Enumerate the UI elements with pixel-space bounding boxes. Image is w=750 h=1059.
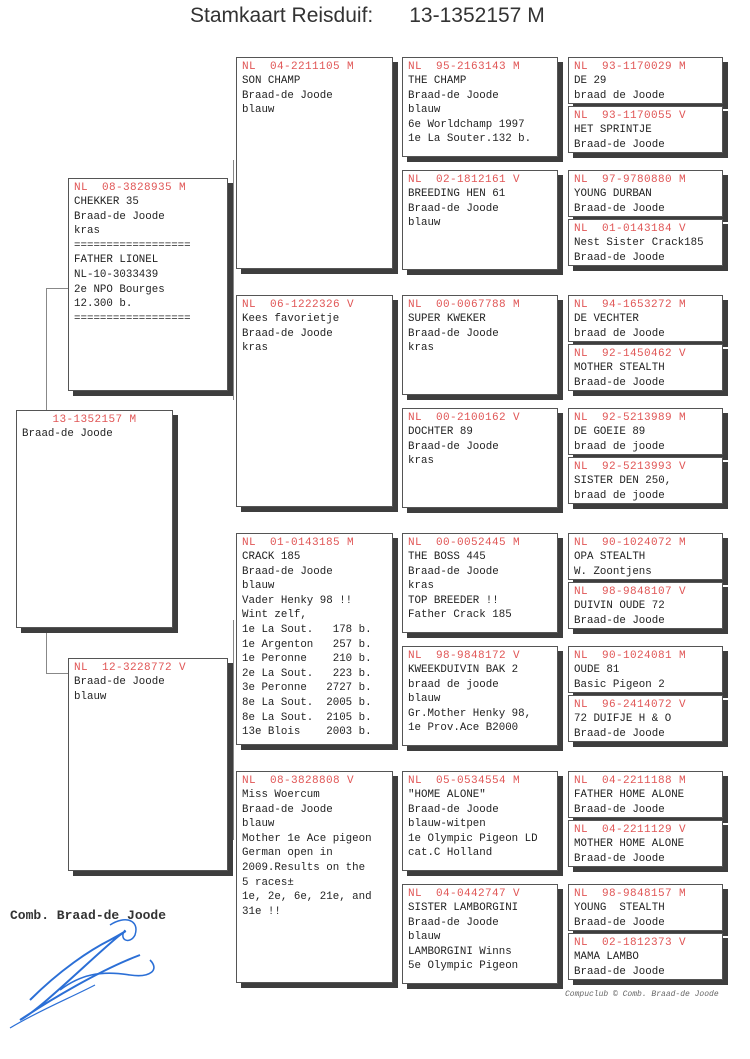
great-grandparent-card (402, 57, 558, 157)
ring-number: NL 01-0143184 V (574, 223, 687, 235)
pigeon-info-line: 2e NPO Bourges (74, 283, 165, 296)
gg-grandparent-card (568, 57, 723, 104)
gg-grandparent-card (568, 771, 723, 818)
ring-number: NL 92-5213993 V (574, 461, 687, 473)
pigeon-info-line: Nest Sister Crack185 (574, 237, 704, 249)
pigeon-info-line: Vader Henky 98 !! (242, 594, 353, 607)
pigeon-info-line: OPA STEALTH (574, 551, 646, 563)
pigeon-info-line: DOCHTER 89 (408, 426, 473, 438)
grandparent-card (236, 771, 393, 983)
pigeon-info-line: blauw (408, 104, 441, 117)
pigeon-info-line: 3e Peronne 2727 b. (242, 682, 372, 695)
pigeon-info-line: Braad-de Joode (574, 916, 665, 929)
pigeon-info-line: 1e Olympic Pigeon LD (408, 832, 538, 845)
pigeon-info-line: blauw-witpen (408, 818, 486, 831)
pigeon-info-line: 72 DUIFJE H & O (574, 713, 672, 725)
pigeon-info-line: W. Zoontjens (574, 565, 652, 578)
ring-number: NL 98-9848107 V (574, 586, 687, 598)
pigeon-info-line: Braad-de Joode (242, 803, 333, 816)
pigeon-info-line: Braad-de Joode (408, 89, 499, 102)
pigeon-info-line: kras (408, 580, 434, 593)
pigeon-info-line: braad de joode (574, 489, 665, 502)
pigeon-info-line: DE VECHTER (574, 313, 639, 325)
pigeon-info-line: 6e Worldchamp 1997 (408, 118, 525, 131)
gg-grandparent-card (568, 295, 723, 342)
pigeon-info-line: Braad-de Joode (574, 727, 665, 740)
pigeon-info-line: blauw (242, 104, 275, 117)
ring-number: NL 00-0067788 M (408, 299, 521, 311)
pigeon-info-line: CRACK 185 (242, 551, 301, 563)
pigeon-info-line: braad de joode (574, 440, 665, 453)
pigeon-info-line: Mother 1e Ace pigeon (242, 832, 372, 845)
pigeon-info-line: SUPER KWEKER (408, 313, 486, 325)
pigeon-info-line: NL-10-3033439 (74, 268, 159, 281)
pigeon-info-line: braad de Joode (574, 89, 665, 102)
great-grandparent-card (402, 884, 558, 984)
great-grandparent-card (402, 771, 558, 871)
pigeon-info-line: Braad-de Joode (74, 676, 165, 688)
gg-grandparent-card (568, 457, 723, 504)
ring-number: NL 00-0052445 M (408, 537, 521, 549)
ring-number: NL 93-1170029 M (574, 61, 687, 73)
handwritten-signature (0, 880, 210, 1030)
ring-number: NL 93-1170055 V (574, 110, 687, 122)
pigeon-info-line: OUDE 81 (574, 664, 620, 676)
gg-grandparent-card (568, 884, 723, 931)
pigeon-info-line: 8e La Sout. 2005 b. (242, 696, 372, 709)
gg-grandparent-card (568, 533, 723, 580)
pigeon-info-line: Kees favorietje (242, 313, 340, 325)
grandparent-card (236, 57, 393, 269)
pigeon-info-line: Wint zelf, (242, 609, 307, 622)
pigeon-info-line: Braad-de Joode (74, 210, 165, 223)
pigeon-info-line: Braad-de Joode (408, 202, 499, 215)
pigeon-info-line: "HOME ALONE" (408, 789, 486, 801)
pigeon-info-line: 1e La Souter.132 b. (408, 133, 532, 146)
ring-number: NL 04-2211105 M (242, 61, 355, 73)
pigeon-info-line: LAMBORGINI Winns (408, 945, 512, 958)
pigeon-info-line: Braad-de Joode (408, 440, 499, 453)
pigeon-info-line: DE 29 (574, 75, 607, 87)
pigeon-info-line: 1e Argenton 257 b. (242, 638, 372, 651)
ring-number: NL 96-2414072 V (574, 699, 687, 711)
great-grandparent-card (402, 646, 558, 746)
parent-card (68, 658, 228, 871)
pigeon-info-line: 2e La Sout. 223 b. (242, 667, 372, 680)
pigeon-info-line: MAMA LAMBO (574, 951, 639, 963)
parent-card (68, 178, 228, 391)
pigeon-info-line: German open in (242, 847, 333, 860)
pigeon-info-line: kras (242, 342, 268, 355)
pigeon-info-line: 1e Prov.Ace B2000 (408, 722, 519, 735)
pigeon-info-line: Braad-de Joode (574, 803, 665, 816)
pigeon-info-line: SISTER LAMBORGINI (408, 902, 519, 914)
pigeon-info-line: Braad-de Joode (574, 251, 665, 264)
pigeon-info-line: ================== (74, 239, 191, 252)
pigeon-info-line: THE BOSS 445 (408, 551, 486, 563)
gg-grandparent-card (568, 933, 723, 980)
gg-grandparent-card (568, 695, 723, 742)
ring-number: NL 06-1222326 V (242, 299, 355, 311)
great-grandparent-card (402, 295, 558, 395)
pigeon-info-line: YOUNG STEALTH (574, 902, 665, 914)
gg-grandparent-card (568, 344, 723, 391)
ring-number: NL 04-2211129 V (574, 824, 687, 836)
gg-grandparent-card (568, 408, 723, 455)
pigeon-info-line: SON CHAMP (242, 75, 301, 87)
ring-number: NL 00-2100162 V (408, 412, 521, 424)
pigeon-info-line: Braad-de Joode (408, 327, 499, 340)
title-ring-number: 13-1352157 M (409, 4, 545, 27)
footer-credit: Compuclub © Comb. Braad-de Joode (565, 990, 719, 999)
pigeon-info-line: KWEEKDUIVIN BAK 2 (408, 664, 519, 676)
pigeon-info-line: braad de Joode (574, 327, 665, 340)
pigeon-info-line: MOTHER STEALTH (574, 362, 665, 374)
ring-number: NL 92-1450462 V (574, 348, 687, 360)
pigeon-info-line: Gr.Mother Henky 98, (408, 707, 532, 720)
pigeon-info-line: Braad-de Joode (574, 202, 665, 215)
pigeon-info-line: 31e !! (242, 905, 281, 918)
ring-number: NL 08-3828808 V (242, 775, 355, 787)
gg-grandparent-card (568, 170, 723, 217)
pigeon-info-line: 5 races± (242, 876, 294, 889)
ring-number: NL 90-1024081 M (574, 650, 687, 662)
pigeon-info-line: THE CHAMP (408, 75, 467, 87)
pigeon-info-line: DUIVIN OUDE 72 (574, 600, 665, 612)
ring-number: NL 02-1812161 V (408, 174, 521, 186)
ring-number: 13-1352157 M (52, 414, 137, 426)
pigeon-info-line: Father Crack 185 (408, 609, 512, 622)
pigeon-info-line: Basic Pigeon 2 (574, 678, 665, 691)
ring-number: NL 02-1812373 V (574, 937, 687, 949)
great-grandparent-card (402, 408, 558, 508)
ring-number: NL 98-9848157 M (574, 888, 687, 900)
pigeon-info-line: Braad-de Joode (574, 376, 665, 389)
pigeon-info-line: Braad-de Joode (574, 138, 665, 151)
grandparent-card (236, 295, 393, 507)
pigeon-info-line: ================== (74, 312, 191, 325)
ring-number: NL 04-2211188 M (574, 775, 687, 787)
pigeon-info-line: FATHER HOME ALONE (574, 789, 685, 801)
pigeon-info-line: cat.C Holland (408, 847, 493, 860)
pigeon-info-line: Braad-de Joode (22, 428, 113, 440)
gg-grandparent-card (568, 106, 723, 153)
pigeon-info-line: Braad-de Joode (408, 565, 499, 578)
pigeon-info-line: Braad-de Joode (574, 852, 665, 865)
gg-grandparent-card (568, 646, 723, 693)
pigeon-info-line: Braad-de Joode (408, 916, 499, 929)
pigeon-info-line: FATHER LIONEL (74, 254, 159, 267)
pigeon-info-line: 5e Olympic Pigeon (408, 960, 519, 973)
ring-number: NL 05-0534554 M (408, 775, 521, 787)
great-grandparent-card (402, 170, 558, 270)
pigeon-info-line: DE GOEIE 89 (574, 426, 646, 438)
ring-number: NL 08-3828935 M (74, 182, 187, 194)
pigeon-info-line: blauw (74, 690, 107, 703)
pigeon-info-line: blauw (408, 217, 441, 230)
pigeon-info-line: Braad-de Joode (242, 565, 333, 578)
pigeon-info-line: 12.300 b. (74, 298, 133, 311)
ring-number: NL 90-1024072 M (574, 537, 687, 549)
pigeon-info-line: MOTHER HOME ALONE (574, 838, 685, 850)
title-label: Stamkaart Reisduif: (190, 4, 374, 27)
gg-grandparent-card (568, 582, 723, 629)
ring-number: NL 95-2163143 M (408, 61, 521, 73)
signature-stamp: Comb. Braad-de Joode (10, 908, 167, 923)
pigeon-info-line: 13e Blois 2003 b. (242, 726, 372, 739)
ring-number: NL 94-1653272 M (574, 299, 687, 311)
ring-number: NL 97-9780880 M (574, 174, 687, 186)
pigeon-info-line: 2009.Results on the (242, 861, 366, 874)
pigeon-info-line: blauw (242, 818, 275, 831)
great-grandparent-card (402, 533, 558, 633)
ring-number: NL 98-9848172 V (408, 650, 521, 662)
subject-card (16, 410, 173, 628)
page-title (190, 4, 610, 34)
grandparent-card (236, 533, 393, 745)
pigeon-info-line: braad de joode (408, 678, 499, 691)
pigeon-info-line: 1e La Sout. 178 b. (242, 623, 372, 636)
gg-grandparent-card (568, 820, 723, 867)
pigeon-info-line: BREEDING HEN 61 (408, 188, 506, 200)
pigeon-info-line: blauw (408, 693, 441, 706)
pigeon-info-line: blauw (408, 931, 441, 944)
ring-number: NL 92-5213989 M (574, 412, 687, 424)
gg-grandparent-card (568, 219, 723, 266)
pigeon-info-line: Miss Woercum (242, 789, 320, 801)
pigeon-info-line: blauw (242, 580, 275, 593)
pigeon-info-line: kras (408, 342, 434, 355)
ring-number: NL 01-0143185 M (242, 537, 355, 549)
pigeon-info-line: Braad-de Joode (574, 614, 665, 627)
pigeon-info-line: SISTER DEN 250, (574, 475, 672, 487)
pigeon-info-line: HET SPRINTJE (574, 124, 652, 136)
ring-number: NL 04-0442747 V (408, 888, 521, 900)
pigeon-info-line: Braad-de Joode (242, 327, 333, 340)
pigeon-info-line: kras (408, 455, 434, 468)
pigeon-info-line: CHEKKER 35 (74, 196, 139, 208)
pigeon-info-line: kras (74, 225, 100, 238)
pigeon-info-line: YOUNG DURBAN (574, 188, 652, 200)
pigeon-info-line: 8e La Sout. 2105 b. (242, 711, 372, 724)
pigeon-info-line: Braad-de Joode (242, 89, 333, 102)
pigeon-info-line: 1e, 2e, 6e, 21e, and (242, 891, 372, 904)
pigeon-info-line: 1e Peronne 210 b. (242, 653, 372, 666)
ring-number: NL 12-3228772 V (74, 662, 187, 674)
pigeon-info-line: Braad-de Joode (408, 803, 499, 816)
pigeon-info-line: TOP BREEDER !! (408, 594, 499, 607)
pigeon-info-line: Braad-de Joode (574, 965, 665, 978)
